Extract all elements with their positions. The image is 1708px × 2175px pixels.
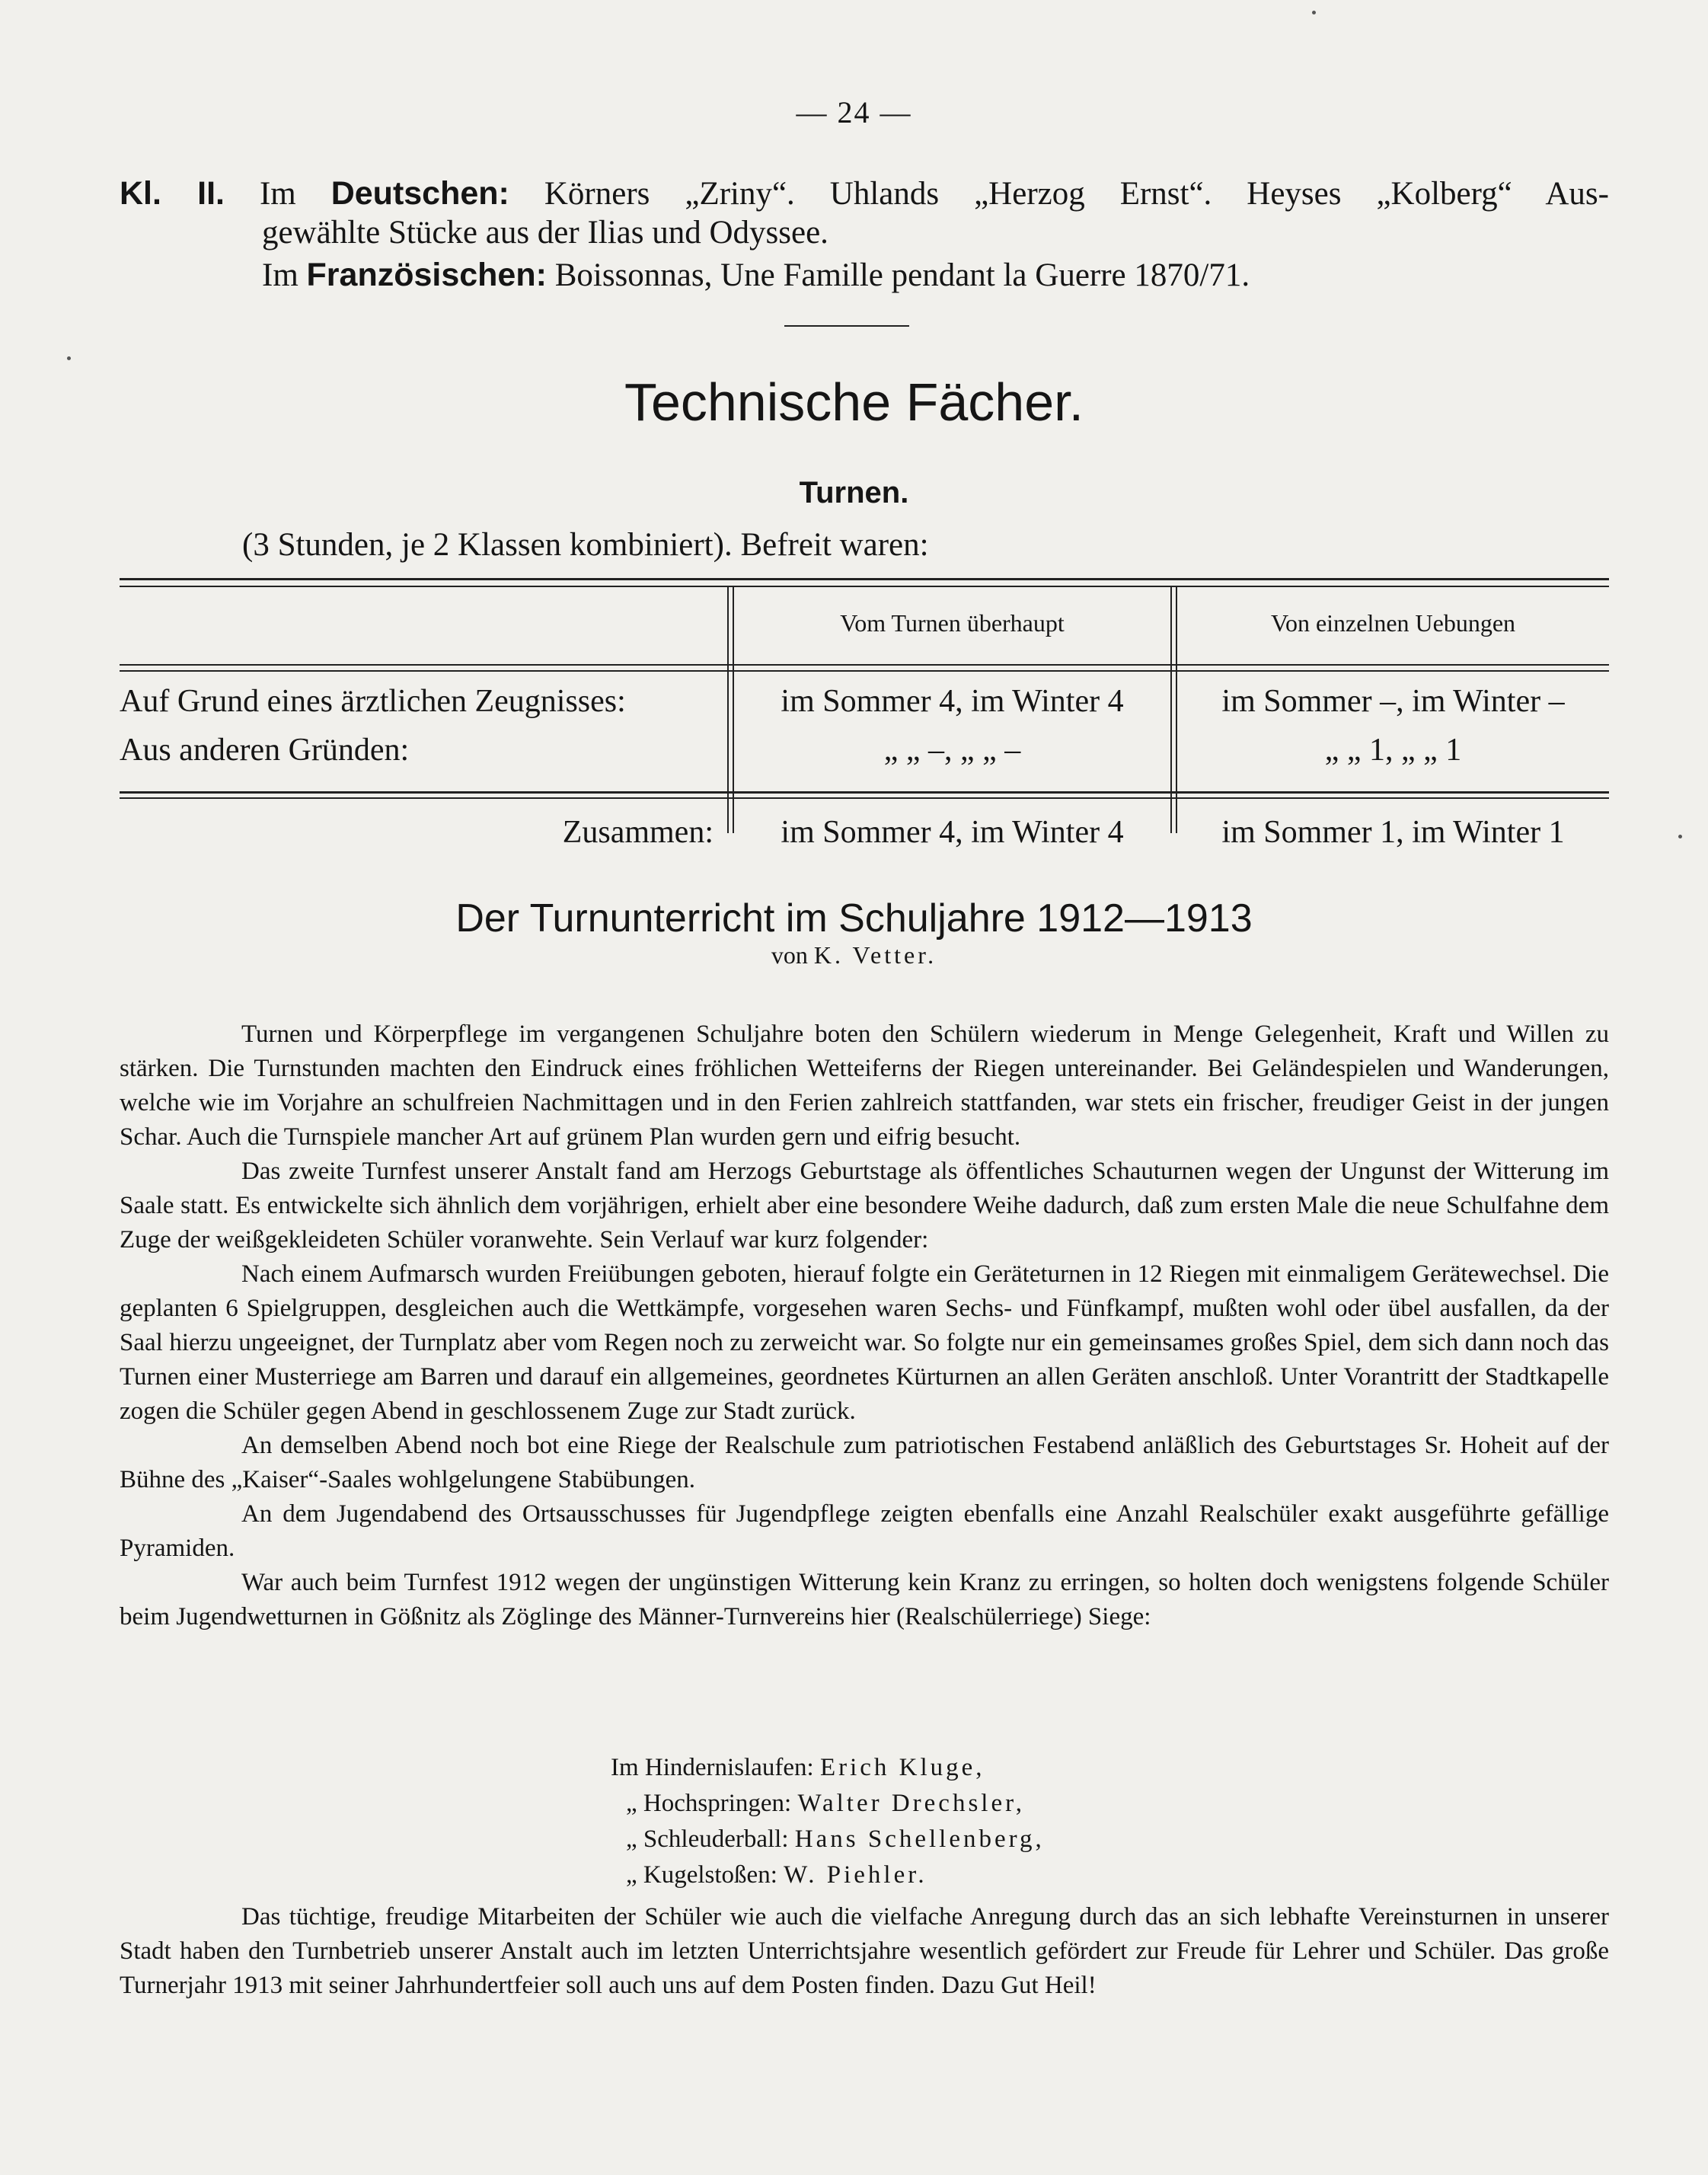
table-rule-top-2	[120, 586, 1609, 587]
cell-total-single: im Sommer 1, im Winter 1	[1221, 815, 1565, 850]
table-rule-header	[120, 664, 1609, 666]
intro-line-1	[120, 174, 1609, 214]
subject-label-franz: Französischen:	[306, 257, 547, 293]
winner-event: „ Schleuderball:	[626, 1825, 789, 1853]
cell-other-overall: „ „ –, „ „ –	[883, 733, 1021, 768]
table-rule-top	[120, 578, 1609, 580]
intro-line-2: gewählte Stücke aus der Ilias und Odyssee.	[262, 215, 828, 251]
winner-event: „ Kugelstoßen:	[626, 1861, 777, 1889]
winners-list	[611, 1750, 1045, 1893]
heading-technical-subjects: Technische Fächer.	[624, 372, 1084, 432]
closing-paragraph: Das tüchtige, freudige Mitarbeiten der Schüler wie auch die vielfache Anregung durch das an sich lebhafte Vereinsturnen in unserer Stadt haben den Turnbetrieb unserer Anstalt auch im letzten Unterrichtsjahre wesentlich gefördert zur Freude für Lehrer und Schüler. Das große Turnerjahr 1913 mit seiner Jahrhundertfeier soll auch uns auf dem Posten finden. Dazu Gut Heil!	[120, 1903, 1609, 1999]
intro-im-2: Im	[262, 257, 299, 293]
winner-row	[611, 1822, 1045, 1857]
article-body	[120, 1017, 1609, 1634]
col-header-single-exercises: Von einzelnen Uebungen	[1270, 609, 1516, 637]
intro-line-3	[262, 255, 1250, 295]
winner-name: Erich Kluge,	[819, 1754, 985, 1781]
winner-row	[611, 1750, 1045, 1786]
paragraph-3: Nach einem Aufmarsch wurden Freiübungen geboten, hierauf folgte ein Geräteturnen in 12 Riegen mit einmaligem Gerätewechsel. Die geplanten 6 Spielgruppen, desgleichen auch die Wettkämpfe, vorgesehen waren Sechs- und Fünfkampf, mußten wohl oder übel ausfallen, da der Saal hierzu ungeeignet, der Turnplatz aber vom Regen noch zu zerweicht war. So folgte nur ein gemeinsames großes Spiel, dem sich dann noch das Turnen einer Musterriege am Barren und darauf ein allgemeines, geordnetes Kürturnen an allen Geräten anschloß. Unter Vorantritt der Stadtkapelle zogen die Schüler gegen Abend in geschlossenem Zuge zur Stadt zurück.	[120, 1260, 1609, 1425]
table-vline-1a	[727, 587, 729, 833]
heading-turnen: Turnen.	[799, 476, 909, 509]
franz-reading-list: Boissonnas, Une Famille pendant la Guerre 1870/71.	[554, 257, 1250, 293]
deutsch-reading-list: Körners „Zriny“. Uhlands „Herzog Ernst“. Heyses „Kolberg“ Aus-	[544, 176, 1609, 212]
paper-speck	[1678, 835, 1682, 838]
paper-speck	[67, 356, 71, 360]
row-label-total: Zusammen:	[562, 815, 714, 850]
row-label-other: Aus anderen Gründen:	[120, 733, 410, 768]
cell-other-single: „ „ 1, „ „ 1	[1324, 733, 1462, 768]
article-closing	[120, 1900, 1609, 2003]
col-header-overall: Vom Turnen überhaupt	[840, 609, 1065, 637]
class-label: Kl. II.	[120, 175, 225, 212]
table-rule-sum	[120, 791, 1609, 794]
divider-short	[784, 325, 909, 327]
page-number: — 24 —	[796, 95, 912, 129]
paragraph-5: An dem Jugendabend des Ortsausschusses für Jugendpflege zeigten ebenfalls eine Anzahl Realschüler exakt ausgeführte gefällige Pyramiden.	[120, 1500, 1609, 1562]
author-name: K. Vetter.	[813, 941, 937, 969]
winner-event: Im Hindernislaufen:	[611, 1754, 814, 1781]
cell-total-overall: im Sommer 4, im Winter 4	[781, 815, 1124, 850]
paragraph-1: Turnen und Körperpflege im vergangenen Schuljahre boten den Schülern wiederum in Menge Gelegenheit, Kraft und Willen zu stärken. Die Turnstunden machten den Eindruck eines fröhlichen Wetteiferns der Riegen untereinander. Bei Geländespielen und Wanderungen, welche wie im Vorjahre an schulfreien Nachmittagen und in den Ferien zahlreich stattfanden, war stets ein frischer, freudiger Geist in der jungen Schar. Auch die Turnspiele mancher Art auf grünem Plan wurden gern und eifrig besucht.	[120, 1020, 1609, 1151]
table-rule-header-2	[120, 670, 1609, 672]
cell-medical-single: im Sommer –, im Winter –	[1221, 684, 1565, 719]
winner-name: W. Piehler.	[784, 1861, 927, 1889]
winner-name: Hans Schellenberg,	[794, 1825, 1045, 1853]
row-label-medical: Auf Grund eines ärztlichen Zeugnisses:	[120, 684, 626, 719]
table-vline-2a	[1170, 587, 1172, 833]
paragraph-6: War auch beim Turnfest 1912 wegen der ungünstigen Witterung kein Kranz zu erringen, so holten doch wenigstens folgende Schüler beim Jugendwetturnen in Gößnitz als Zöglinge des Männer-Turnvereins hier (Realschülerriege) Siege:	[120, 1569, 1609, 1630]
subject-label-deutsch: Deutschen:	[330, 175, 509, 212]
winner-row	[611, 1786, 1045, 1822]
article-title: Der Turnunterricht im Schuljahre 1912—1913	[455, 896, 1253, 941]
winner-event: „ Hochspringen:	[626, 1790, 792, 1817]
table-rule-sum-2	[120, 797, 1609, 799]
turnen-intro: (3 Stunden, je 2 Klassen kombiniert). Befreit waren:	[242, 527, 929, 563]
winner-row	[611, 1857, 1045, 1893]
intro-im-1: Im	[259, 176, 296, 212]
cell-medical-overall: im Sommer 4, im Winter 4	[781, 684, 1124, 719]
winner-name: Walter Drechsler,	[797, 1790, 1026, 1817]
paragraph-2: Das zweite Turnfest unserer Anstalt fand am Herzogs Geburtstage als öffentliches Schauturnen wegen der Ungunst der Witterung im Saale statt. Es entwickelte sich ähnlich dem vorjährigen, erhielt aber eine besondere Weihe dadurch, daß zum ersten Male die neue Schulfahne dem Zuge der weißgekleideten Schüler voranwehte. Sein Verlauf war kurz folgender:	[120, 1158, 1609, 1254]
paper-speck	[1312, 11, 1316, 14]
article-byline	[0, 941, 1708, 969]
paragraph-4: An demselben Abend noch bot eine Riege der Realschule zum patriotischen Festabend anläßlich des Geburtstages Sr. Hoheit auf der Bühne des „Kaiser“-Saales wohlgelungene Stabübungen.	[120, 1432, 1609, 1493]
byline-prefix: von	[771, 941, 808, 969]
